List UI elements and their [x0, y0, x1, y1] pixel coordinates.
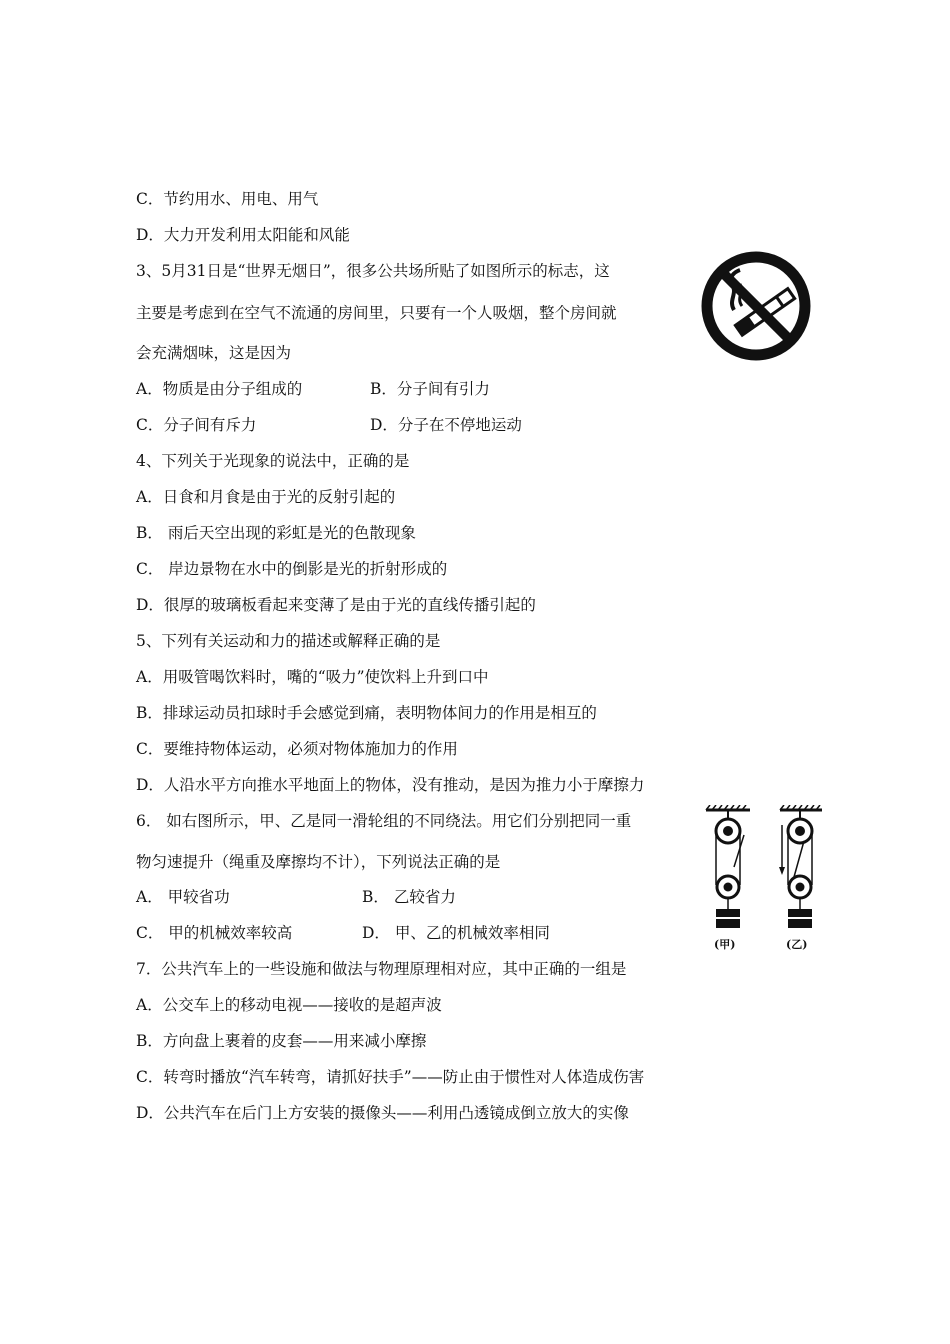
q7-option-a: A．公交车上的移动电视——接收的是超声波	[136, 996, 442, 1014]
q6-option-d: D． 甲、乙的机械效率相同	[362, 924, 550, 942]
pulley-jia-diagram	[704, 805, 756, 935]
question-3-line-3: 会充满烟味，这是因为	[136, 344, 292, 362]
q5-option-d: D．人沿水平方向推水平地面上的物体，没有推动，是因为推力小于摩擦力	[136, 776, 645, 794]
q5-option-a: A．用吸管喝饮料时，嘴的“吸力”使饮料上升到口中	[136, 668, 489, 686]
q6-option-c: C． 甲的机械效率较高	[136, 924, 293, 942]
question-3-line-1: 3、5月31日是“世界无烟日”，很多公共场所贴了如图所示的标志，这	[136, 262, 610, 280]
question-3-line-2: 主要是考虑到在空气不流通的房间里，只要有一个人吸烟，整个房间就	[136, 304, 617, 322]
q4-option-c: C． 岸边景物在水中的倒影是光的折射形成的	[136, 560, 448, 578]
q5-option-c: C．要维持物体运动，必须对物体施加力的作用	[136, 740, 458, 758]
q3-option-d: D．分子在不停地运动	[370, 416, 522, 434]
no-smoking-icon	[700, 250, 812, 362]
pulley-jia-label: (甲)	[714, 938, 736, 951]
q7-option-d: D．公共汽车在后门上方安装的摄像头——利用凸透镜成倒立放大的实像	[136, 1104, 629, 1122]
line-c-save: C．节约用水、用电、用气	[136, 190, 319, 208]
q4-option-b: B． 雨后天空出现的彩虹是光的色散现象	[136, 524, 416, 542]
question-5-stem: 5、下列有关运动和力的描述或解释正确的是	[136, 632, 441, 650]
q6-option-a: A． 甲较省功	[136, 888, 230, 906]
q5-option-b: B．排球运动员扣球时手会感觉到痛，表明物体间力的作用是相互的	[136, 704, 597, 722]
q7-option-b: B．方向盘上裹着的皮套——用来减小摩擦	[136, 1032, 427, 1050]
pulley-yi-label: (乙)	[786, 938, 808, 951]
line-d-solar: D．大力开发利用太阳能和风能	[136, 226, 350, 244]
q4-option-a: A．日食和月食是由于光的反射引起的	[136, 488, 396, 506]
q6-option-b: B． 乙较省力	[362, 888, 456, 906]
question-7-stem: 7．公共汽车上的一些设施和做法与物理原理相对应，其中正确的一组是	[136, 960, 627, 978]
question-6-line-2: 物匀速提升（绳重及摩擦均不计），下列说法正确的是	[136, 853, 501, 871]
question-6-line-1: 6． 如右图所示，甲、乙是同一滑轮组的不同绕法。用它们分别把同一重	[136, 812, 632, 830]
q3-option-c: C．分子间有斥力	[136, 416, 257, 434]
pulley-yi-diagram	[774, 805, 826, 935]
q3-option-a: A．物质是由分子组成的	[136, 380, 303, 398]
q3-option-b: B．分子间有引力	[370, 380, 490, 398]
q4-option-d: D．很厚的玻璃板看起来变薄了是由于光的直线传播引起的	[136, 596, 536, 614]
q7-option-c: C．转弯时播放“汽车转弯，请抓好扶手”——防止由于惯性对人体造成伤害	[136, 1068, 645, 1086]
question-4-stem: 4、下列关于光现象的说法中，正确的是	[136, 452, 410, 470]
